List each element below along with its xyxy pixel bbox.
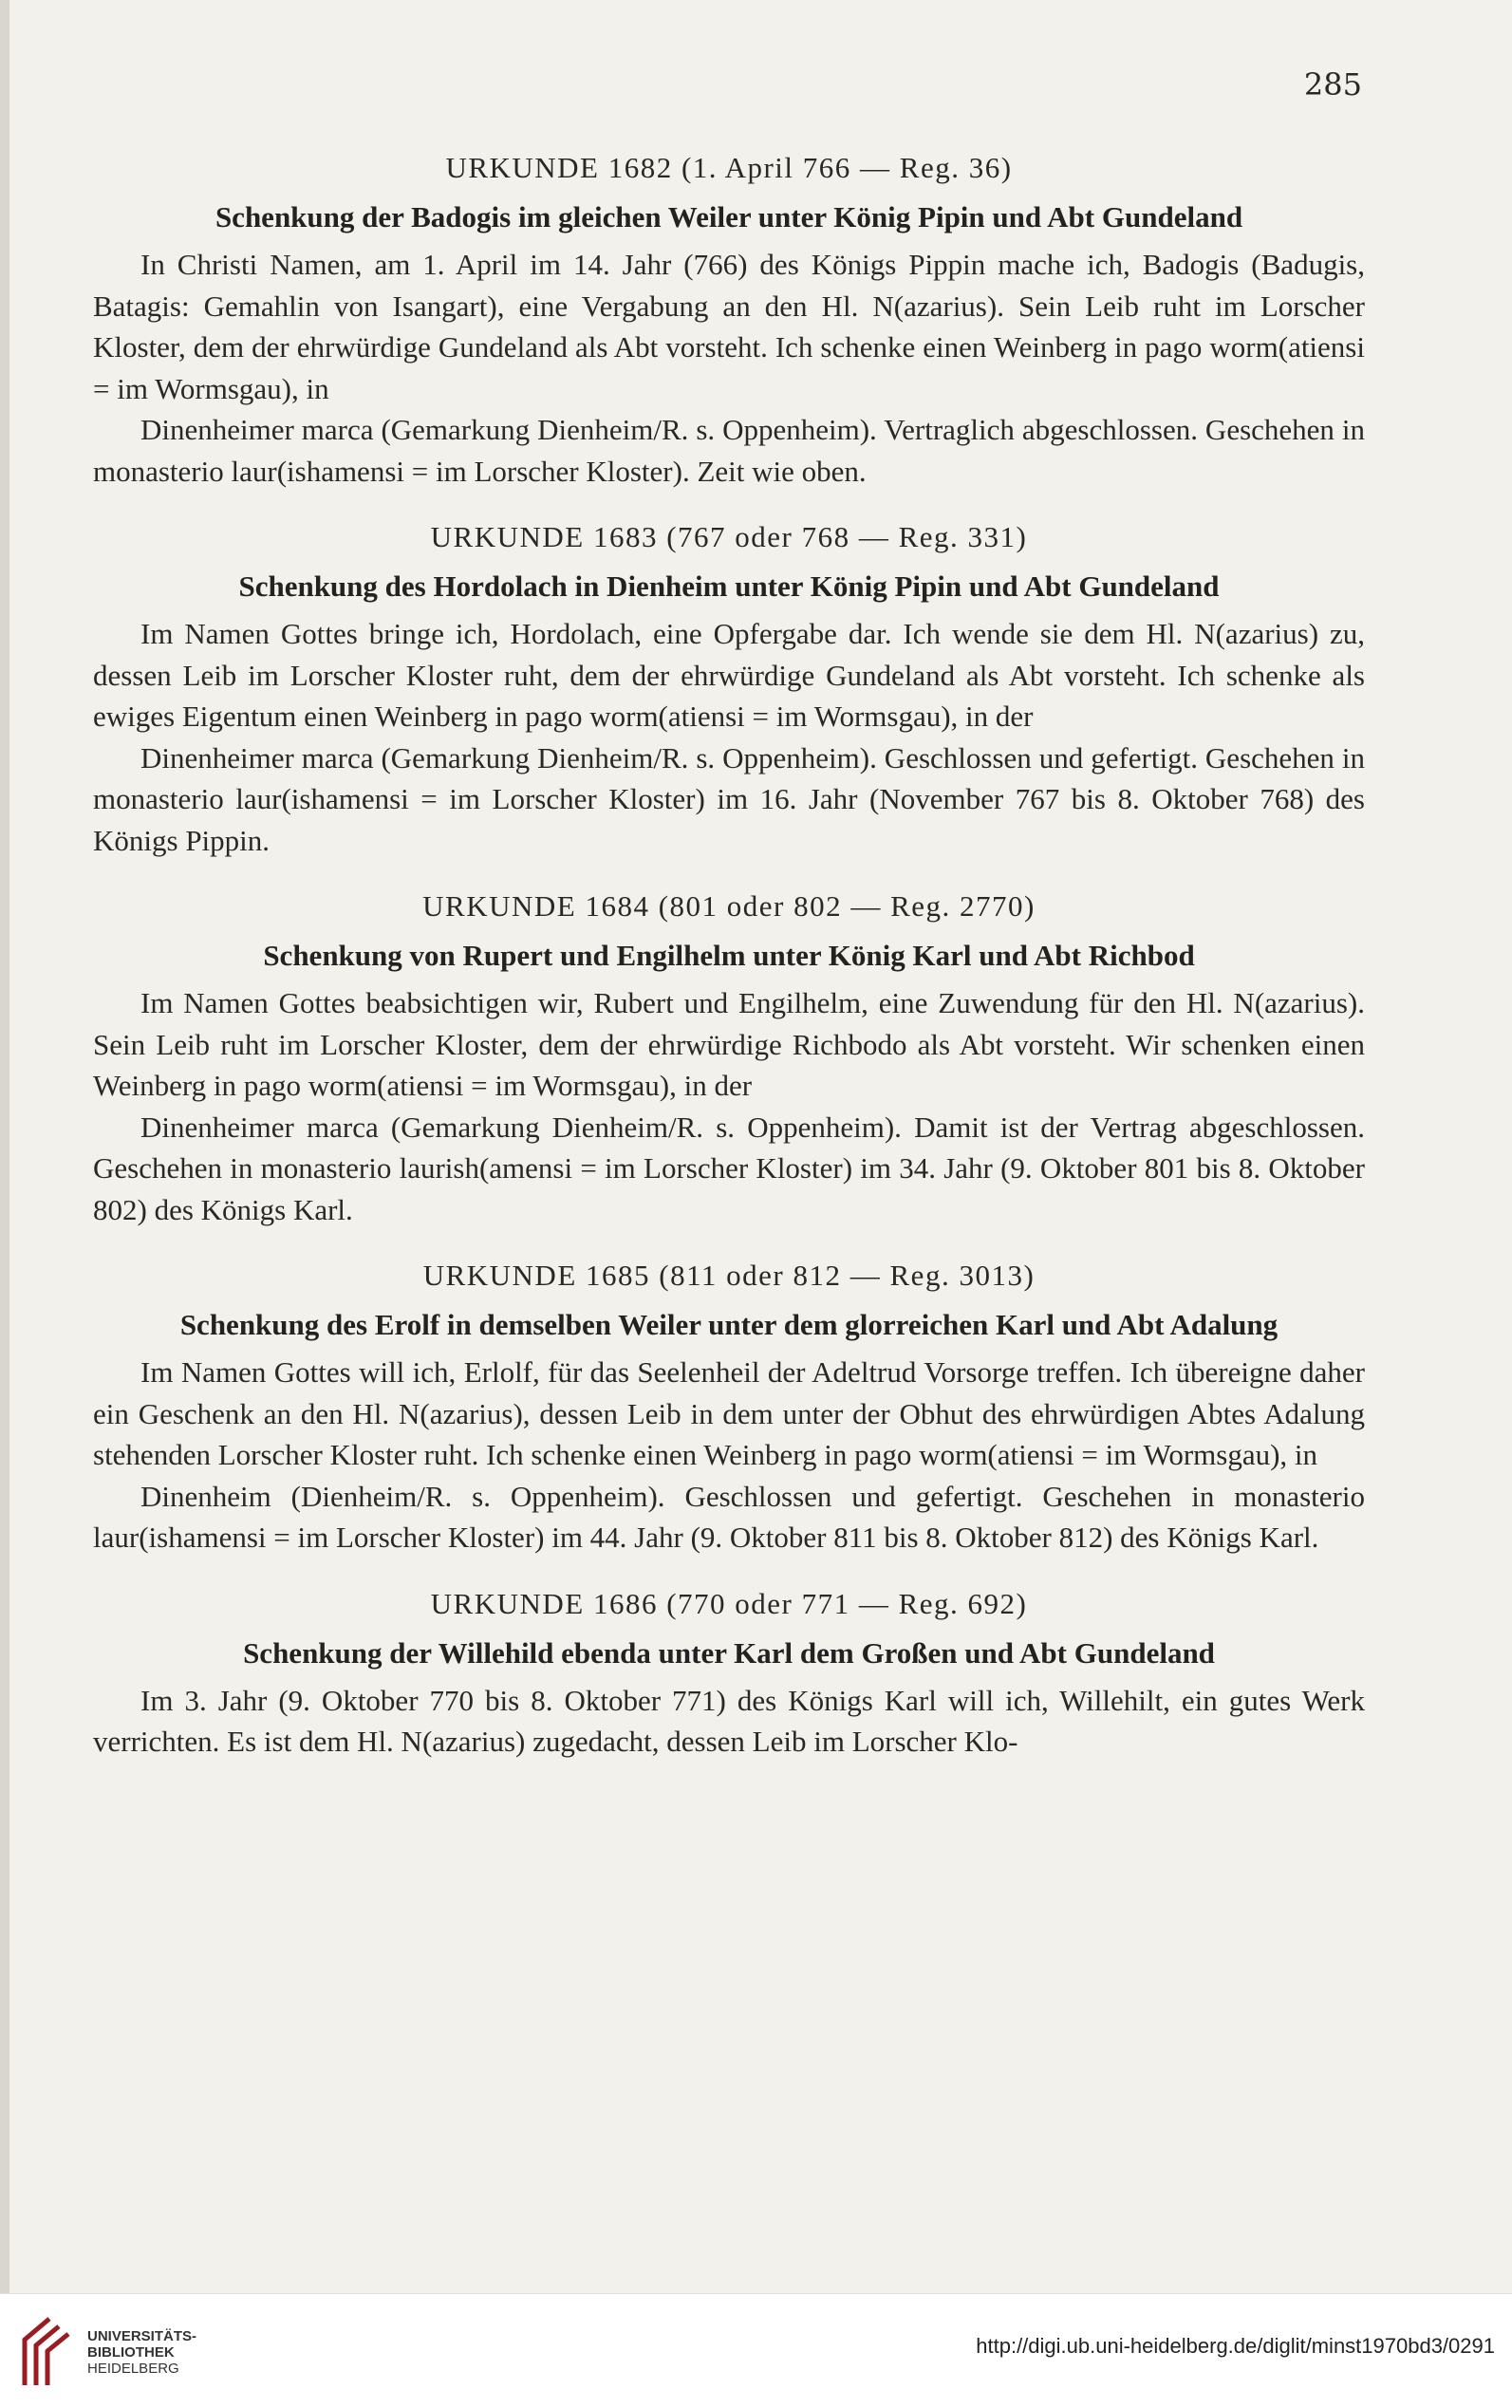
entry-paragraph: Dinenheimer marca (Gemarkung Dienheim/R. s. Oppenheim). Vertraglich abgeschlossen. Geschehen in monasterio laur(ishamensi = im Lorscher Kloster). Zeit wie oben. [93, 413, 1365, 488]
entry-heading: URKUNDE 1685 (811 oder 812 — Reg. 3013) [422, 1259, 1036, 1292]
entry-paragraph: Dinenheimer marca (Gemarkung Dienheim/R. s. Oppenheim). Geschlossen und gefertigt. Geschehen in monasterio laur(ishamensi = im Lorscher Kloster) im 16. Jahr (November 767 bis 8. Oktober 768) des Königs Pippin. [93, 740, 1365, 857]
page-number: 285 [1303, 66, 1362, 103]
entry-title: Schenkung des Erolf in demselben Weiler unter dem glorreichen Karl und Abt Adalung [179, 1308, 1279, 1341]
entry-paragraph: In Christi Namen, am 1. April im 14. Jahr (766) des Königs Pippin mache ich, Badogis (Badugis, Batagis: Gemahlin von Isangart), eine Vergabung an den Hl. N(azarius). Sein Leib ruht im Lorscher Kloster, dem der ehrwürdige Gundeland als Abt vorsteht. Ich schenke einen Weinberg in pago worm(atiensi = im Wormsgau), in [93, 248, 1365, 405]
institution-name [87, 2328, 196, 2377]
entry-1686 [93, 1583, 1365, 1763]
document-body [93, 147, 1365, 1787]
institution-line: BIBLIOTHEK [87, 2344, 175, 2361]
entry-title: Schenkung von Rupert und Engilhelm unter König Karl und Abt Richbod [263, 939, 1195, 972]
footer-bar [0, 2293, 1512, 2408]
institution-line: HEIDELBERG [87, 2361, 179, 2377]
entry-1685 [93, 1255, 1365, 1559]
scan-edge [0, 0, 9, 2407]
entry-paragraph: Im Namen Gottes bringe ich, Hordolach, eine Opfergabe dar. Ich wende sie dem Hl. N(azarius) zu, dessen Leib im Lorscher Kloster ruht, dem der ehrwürdige Gundeland als Abt vorsteht. Ich schenke als ewiges Eigentum einen Weinberg in pago worm(atiensi = im Wormsgau), in der [93, 617, 1365, 733]
entry-title: Schenkung der Badogis im gleichen Weiler unter König Pipin und Abt Gundeland [215, 200, 1243, 233]
entry-heading: URKUNDE 1682 (1. April 766 — Reg. 36) [445, 151, 1013, 184]
entry-paragraph: Im Namen Gottes beabsichtigen wir, Rubert und Engilhelm, eine Zuwendung für den Hl. N(azarius). Sein Leib ruht im Lorscher Kloster, dem der ehrwürdige Richbodo als Abt vorsteht. Wir schenken einen Weinberg in pago worm(atiensi = im Wormsgau), in der [93, 986, 1365, 1102]
entry-1684 [93, 886, 1365, 1230]
entry-paragraph: Im 3. Jahr (9. Oktober 770 bis 8. Oktober 771) des Königs Karl will ich, Willehilt, ein gutes Werk verrichten. Es ist dem Hl. N(azarius) zugedacht, dessen Leib im Lorscher Klo- [93, 1683, 1365, 1758]
entry-heading: URKUNDE 1684 (801 oder 802 — Reg. 2770) [422, 889, 1036, 923]
source-url-link[interactable]: http://digi.ub.uni-heidelberg.de/diglit/minst1970bd3/0291 [976, 2334, 1495, 2358]
entry-paragraph: Dinenheimer marca (Gemarkung Dienheim/R. s. Oppenheim). Damit ist der Vertrag abgeschlossen. Geschehen in monasterio laurish(amensi = im Lorscher Kloster) im 34. Jahr (9. Oktober 801 bis 8. Oktober 802) des Königs Karl. [93, 1110, 1365, 1226]
entry-1683 [93, 516, 1365, 861]
university-library-logo-icon [17, 2311, 76, 2391]
entry-paragraph: Im Namen Gottes will ich, Erlolf, für das Seelenheil der Adeltrud Vorsorge treffen. Ich übereigne daher ein Geschenk an den Hl. N(azarius), dessen Leib in dem unter der Obhut des ehrwürdigen Abtes Adalung stehenden Lorscher Kloster ruht. Ich schenke einen Weinberg in pago worm(atiensi = im Wormsgau), in [93, 1355, 1365, 1471]
entry-title: Schenkung des Hordolach in Dienheim unter König Pipin und Abt Gundeland [238, 569, 1220, 603]
entry-heading: URKUNDE 1683 (767 oder 768 — Reg. 331) [430, 520, 1028, 553]
entry-title: Schenkung der Willehild ebenda unter Karl dem Großen und Abt Gundeland [243, 1635, 1215, 1670]
entry-heading: URKUNDE 1686 (770 oder 771 — Reg. 692) [430, 1586, 1028, 1620]
institution-line: UNIVERSITÄTS- [87, 2328, 197, 2344]
entry-paragraph: Dinenheim (Dienheim/R. s. Oppenheim). Geschlossen und gefertigt. Geschehen in monasterio laur(ishamensi = im Lorscher Kloster) im 44. Jahr (9. Oktober 811 bis 8. Oktober 812) des Königs Karl. [93, 1479, 1365, 1554]
entry-1682 [93, 147, 1365, 492]
